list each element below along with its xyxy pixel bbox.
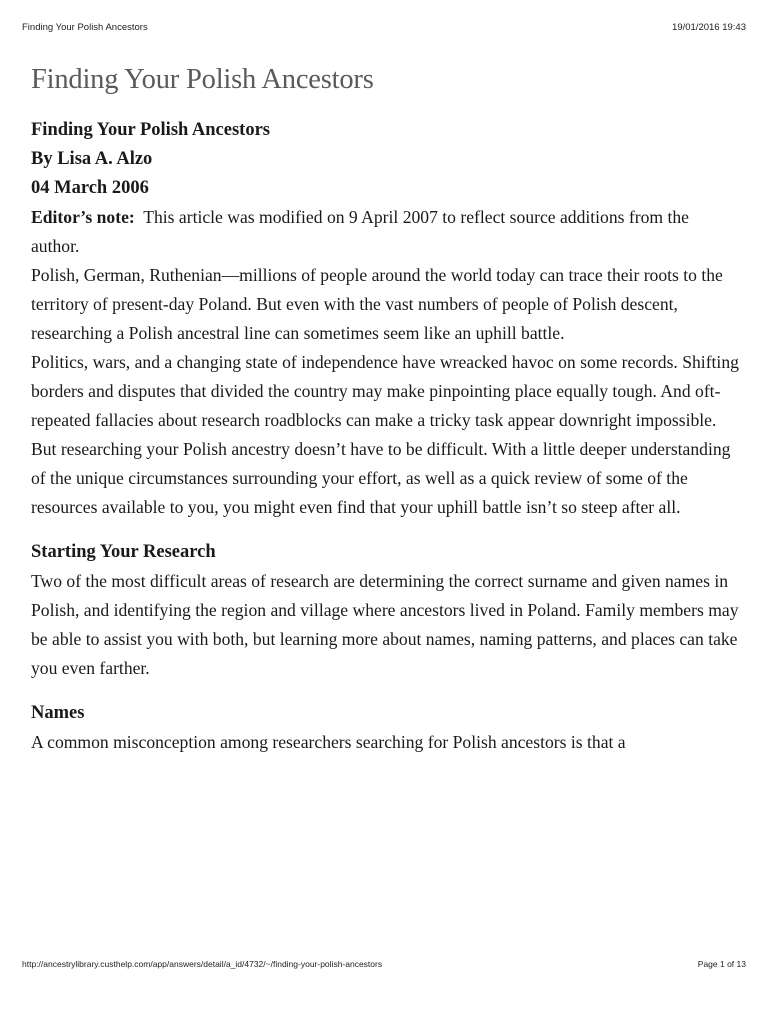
print-header-title: Finding Your Polish Ancestors (22, 22, 148, 33)
section-heading-names: Names (31, 703, 85, 723)
paragraph-politics: Politics, wars, and a changing state of independence have wreacked havoc on some records. Shifting borders and disputes that divided the country may make pinpointing place equally tough. And oft-repeated fallacies about research roadblocks can make a tricky task appear downright impossible. (31, 352, 739, 430)
section-heading-starting-research: Starting Your Research (31, 542, 216, 562)
article-subtitle: Finding Your Polish Ancestors (31, 120, 271, 140)
section-text-starting-research: Two of the most difficult areas of research are determining the correct surname and given names in Polish, and identifying the region and village where ancestors lived in Poland. Family members may be able to assist you with both, but learning more about names, naming patterns, and places can take you even farther. (31, 571, 739, 678)
paragraph-intro: Polish, German, Ruthenian—millions of people around the world today can trace their roots to the territory of present-day Poland. But even with the vast numbers of people of Polish descent, researching a Polish ancestral line can sometimes seem like an uphill battle. (31, 265, 723, 343)
editors-note-label: Editor’s note: (31, 207, 135, 227)
section-text-names: A common misconception among researchers searching for Polish ancestors is that a (31, 732, 626, 752)
editors-note-text: This article was modified on 9 April 2007 to reflect source additions from the author. (31, 207, 689, 256)
print-footer-page-number: Page 1 of 13 (697, 959, 746, 969)
paragraph-researching: But researching your Polish ancestry doesn’t have to be difficult. With a little deeper understanding of the unique circumstances surrounding your effort, as well as a quick review of some of the resources available to you, you might even find that your uphill battle isn’t so steep after all. (31, 439, 731, 517)
article-meta (31, 116, 741, 203)
article (31, 60, 741, 757)
article-byline: By Lisa A. Alzo (31, 149, 153, 169)
page-title: Finding Your Polish Ancestors (31, 64, 374, 95)
print-header (22, 22, 746, 36)
print-footer (22, 959, 746, 973)
article-date: 04 March 2006 (31, 178, 149, 198)
print-footer-url: http://ancestrylibrary.custhelp.com/app/answers/detail/a_id/4732/~/finding-your-polish-ancestors (22, 959, 383, 969)
editors-note (31, 203, 741, 261)
print-header-datetime: 19/01/2016 19:43 (672, 22, 746, 33)
